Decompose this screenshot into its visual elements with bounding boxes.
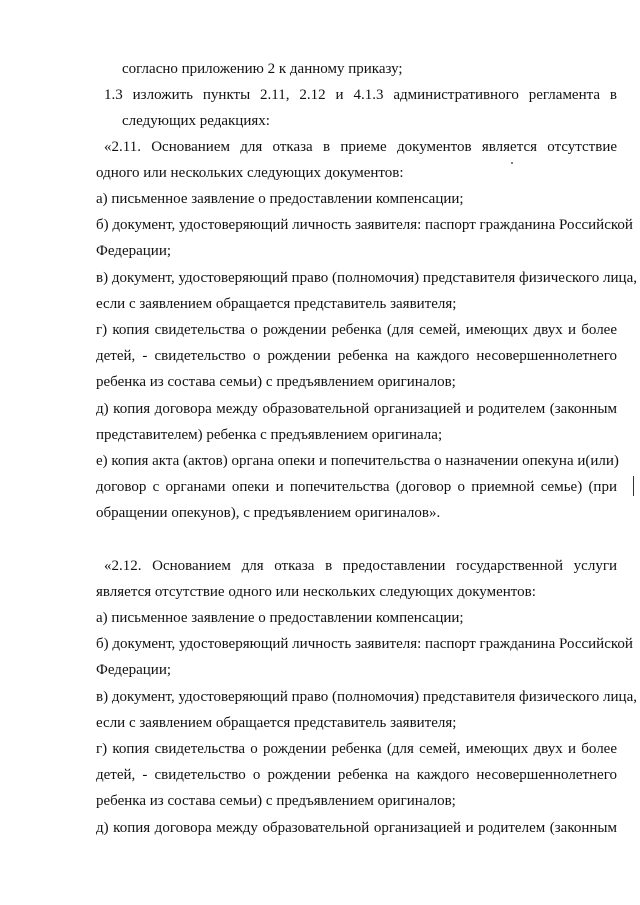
text-line: «2.11. Основанием для отказа в приеме документов является отсутствие — [104, 139, 617, 155]
text-line: следующих редакциях: — [122, 113, 270, 129]
text-line: договор с органами опеки и попечительства (договор о приемной семье) (при — [96, 479, 617, 495]
text-line: детей, - свидетельство о рождении ребенка на каждого несовершеннолетнего — [96, 348, 617, 364]
text-line: если с заявлением обращается представитель заявителя; — [96, 296, 457, 312]
text-line: д) копия договора между образовательной организацией и родителем (законным — [96, 820, 617, 836]
text-line: ребенка из состава семьи) с предъявлением оригиналов; — [96, 374, 456, 390]
text-line: если с заявлением обращается представитель заявителя; — [96, 715, 457, 731]
text-line: обращении опекунов), с предъявлением оригиналов». — [96, 505, 441, 521]
text-line: б) документ, удостоверяющий личность заявителя: паспорт гражданина Российской — [96, 217, 633, 233]
text-line: г) копия свидетельства о рождении ребенка (для семей, имеющих двух и более — [96, 741, 617, 757]
text-line: а) письменное заявление о предоставлении компенсации; — [96, 191, 464, 207]
text-line: Федерации; — [96, 243, 172, 259]
text-line: согласно приложению 2 к данному приказу; — [122, 61, 403, 77]
text-line: «2.12. Основанием для отказа в предоставлении государственной услуги — [104, 558, 617, 574]
text-line: одного или нескольких следующих документов: — [96, 165, 404, 181]
text-line: а) письменное заявление о предоставлении компенсации; — [96, 610, 464, 626]
text-line: 1.3 изложить пункты 2.11, 2.12 и 4.1.3 административного регламента в — [104, 87, 617, 103]
text-line: е) копия акта (актов) органа опеки и попечительства о назначении опекуна и(или) — [96, 453, 619, 469]
text-line: является отсутствие одного или нескольких следующих документов: — [96, 584, 536, 600]
text-line: Федерации; — [96, 662, 172, 678]
text-line: д) копия договора между образовательной организацией и родителем (законным — [96, 401, 617, 417]
text-line: б) документ, удостоверяющий личность заявителя: паспорт гражданина Российской — [96, 636, 633, 652]
text-line: г) копия свидетельства о рождении ребенка (для семей, имеющих двух и более — [96, 322, 617, 338]
scan-margin-mark — [633, 476, 634, 496]
scan-speck — [511, 162, 513, 164]
text-line: детей, - свидетельство о рождении ребенка на каждого несовершеннолетнего — [96, 767, 617, 783]
text-line: в) документ, удостоверяющий право (полномочия) представителя физического лица, — [96, 689, 637, 705]
text-line: представителем) ребенка с предъявлением оригинала; — [96, 427, 443, 443]
text-line: в) документ, удостоверяющий право (полномочия) представителя физического лица, — [96, 270, 637, 286]
text-line: ребенка из состава семьи) с предъявлением оригиналов; — [96, 793, 456, 809]
